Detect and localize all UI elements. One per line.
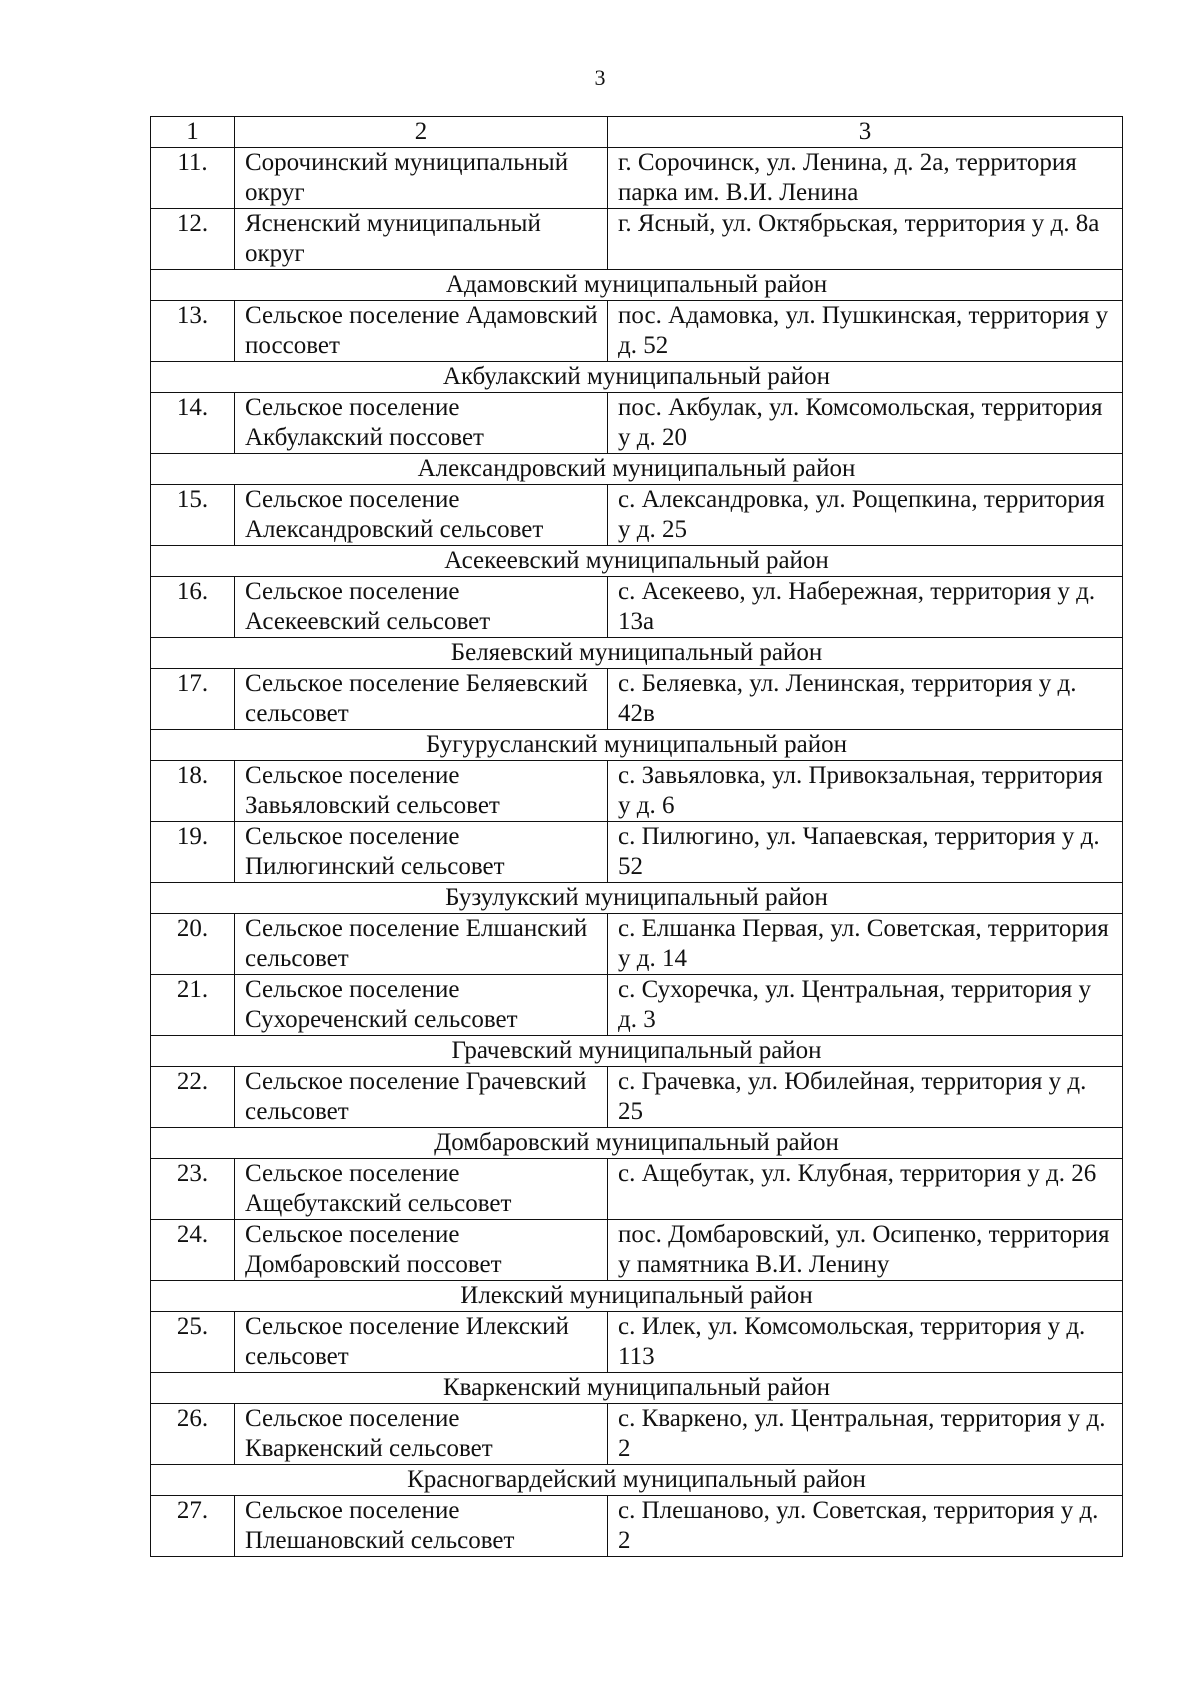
- district-section-row: [151, 270, 1123, 301]
- district-section-row: [151, 1036, 1123, 1067]
- settlement-name: Сельское поселение Кваркенский сельсовет: [235, 1404, 608, 1465]
- location-address: с. Илек, ул. Комсомольская, территория у д. 113: [608, 1312, 1123, 1373]
- table-row: [151, 1496, 1123, 1557]
- district-section-row: [151, 454, 1123, 485]
- table-body: [151, 117, 1123, 1557]
- row-number: 24.: [151, 1220, 235, 1281]
- settlement-name: Сельское поселение Пилюгинский сельсовет: [235, 822, 608, 883]
- table-row: [151, 822, 1123, 883]
- location-address: с. Грачевка, ул. Юбилейная, территория у д. 25: [608, 1067, 1123, 1128]
- location-address: пос. Адамовка, ул. Пушкинская, территория у д. 52: [608, 301, 1123, 362]
- settlement-name: Сельское поселение Акбулакский поссовет: [235, 393, 608, 454]
- district-title: Бугурусланский муниципальный район: [151, 730, 1123, 761]
- settlement-name: Сельское поселение Ащебутакский сельсовет: [235, 1159, 608, 1220]
- location-address: с. Пилюгино, ул. Чапаевская, территория у д. 52: [608, 822, 1123, 883]
- district-section-row: [151, 1281, 1123, 1312]
- row-number: 18.: [151, 761, 235, 822]
- table-row: [151, 1404, 1123, 1465]
- district-section-row: [151, 730, 1123, 761]
- location-address: с. Сухоречка, ул. Центральная, территория у д. 3: [608, 975, 1123, 1036]
- row-number: 21.: [151, 975, 235, 1036]
- table-row: [151, 914, 1123, 975]
- table-row: [151, 393, 1123, 454]
- district-title: Домбаровский муниципальный район: [151, 1128, 1123, 1159]
- settlement-name: Сельское поселение Асекеевский сельсовет: [235, 577, 608, 638]
- district-title: Александровский муниципальный район: [151, 454, 1123, 485]
- district-title: Адамовский муниципальный район: [151, 270, 1123, 301]
- settlement-name: Сельское поселение Беляевский сельсовет: [235, 669, 608, 730]
- table-row: [151, 1220, 1123, 1281]
- row-number: 15.: [151, 485, 235, 546]
- location-address: с. Александровка, ул. Рощепкина, территория у д. 25: [608, 485, 1123, 546]
- row-number: 23.: [151, 1159, 235, 1220]
- table-row: [151, 1067, 1123, 1128]
- district-title: Бузулукский муниципальный район: [151, 883, 1123, 914]
- location-address: г. Ясный, ул. Октябрьская, территория у д. 8а: [608, 209, 1123, 270]
- table-row: [151, 485, 1123, 546]
- row-number: 27.: [151, 1496, 235, 1557]
- row-number: 26.: [151, 1404, 235, 1465]
- table-row: [151, 1159, 1123, 1220]
- district-section-row: [151, 1465, 1123, 1496]
- row-number: 14.: [151, 393, 235, 454]
- table-row: [151, 669, 1123, 730]
- row-number: 19.: [151, 822, 235, 883]
- location-address: пос. Акбулак, ул. Комсомольская, территория у д. 20: [608, 393, 1123, 454]
- location-address: с. Асекеево, ул. Набережная, территория у д. 13а: [608, 577, 1123, 638]
- district-title: Асекеевский муниципальный район: [151, 546, 1123, 577]
- table-header-row: [151, 117, 1123, 148]
- row-number: 12.: [151, 209, 235, 270]
- location-address: г. Сорочинск, ул. Ленина, д. 2а, территория парка им. В.И. Ленина: [608, 148, 1123, 209]
- settlement-name: Сельское поселение Илекский сельсовет: [235, 1312, 608, 1373]
- settlement-name: Сельское поселение Домбаровский поссовет: [235, 1220, 608, 1281]
- table-row: [151, 577, 1123, 638]
- location-address: с. Завьяловка, ул. Привокзальная, территория у д. 6: [608, 761, 1123, 822]
- settlement-name: Сельское поселение Грачевский сельсовет: [235, 1067, 608, 1128]
- row-number: 16.: [151, 577, 235, 638]
- location-address: с. Плешаново, ул. Советская, территория у д. 2: [608, 1496, 1123, 1557]
- location-address: с. Ащебутак, ул. Клубная, территория у д. 26: [608, 1159, 1123, 1220]
- district-section-row: [151, 883, 1123, 914]
- district-section-row: [151, 1373, 1123, 1404]
- district-title: Беляевский муниципальный район: [151, 638, 1123, 669]
- row-number: 13.: [151, 301, 235, 362]
- location-address: пос. Домбаровский, ул. Осипенко, территория у памятника В.И. Ленину: [608, 1220, 1123, 1281]
- district-title: Красногвардейский муниципальный район: [151, 1465, 1123, 1496]
- district-section-row: [151, 362, 1123, 393]
- settlement-name: Сельское поселение Сухореченский сельсовет: [235, 975, 608, 1036]
- district-title: Грачевский муниципальный район: [151, 1036, 1123, 1067]
- location-address: с. Елшанка Первая, ул. Советская, территория у д. 14: [608, 914, 1123, 975]
- location-address: с. Беляевка, ул. Ленинская, территория у д. 42в: [608, 669, 1123, 730]
- settlement-name: Сорочинский муниципальный округ: [235, 148, 608, 209]
- settlement-name: Сельское поселение Завьяловский сельсовет: [235, 761, 608, 822]
- location-address: с. Кваркено, ул. Центральная, территория у д. 2: [608, 1404, 1123, 1465]
- district-title: Кваркенский муниципальный район: [151, 1373, 1123, 1404]
- column-header-number: 1: [151, 117, 235, 148]
- table-row: [151, 148, 1123, 209]
- district-title: Акбулакский муниципальный район: [151, 362, 1123, 393]
- district-title: Илекский муниципальный район: [151, 1281, 1123, 1312]
- settlement-name: Сельское поселение Адамовский поссовет: [235, 301, 608, 362]
- table-row: [151, 209, 1123, 270]
- district-section-row: [151, 546, 1123, 577]
- table-row: [151, 301, 1123, 362]
- district-section-row: [151, 638, 1123, 669]
- locations-table: [150, 116, 1123, 1557]
- row-number: 17.: [151, 669, 235, 730]
- row-number: 11.: [151, 148, 235, 209]
- table-row: [151, 975, 1123, 1036]
- row-number: 20.: [151, 914, 235, 975]
- settlement-name: Сельское поселение Александровский сельсовет: [235, 485, 608, 546]
- settlement-name: Сельское поселение Плешановский сельсовет: [235, 1496, 608, 1557]
- row-number: 22.: [151, 1067, 235, 1128]
- settlement-name: Ясненский муниципальный округ: [235, 209, 608, 270]
- page-number: 3: [594, 65, 606, 90]
- column-header-name: 2: [235, 117, 608, 148]
- column-header-place: 3: [608, 117, 1123, 148]
- table-row: [151, 1312, 1123, 1373]
- row-number: 25.: [151, 1312, 235, 1373]
- settlement-name: Сельское поселение Елшанский сельсовет: [235, 914, 608, 975]
- district-section-row: [151, 1128, 1123, 1159]
- table-row: [151, 761, 1123, 822]
